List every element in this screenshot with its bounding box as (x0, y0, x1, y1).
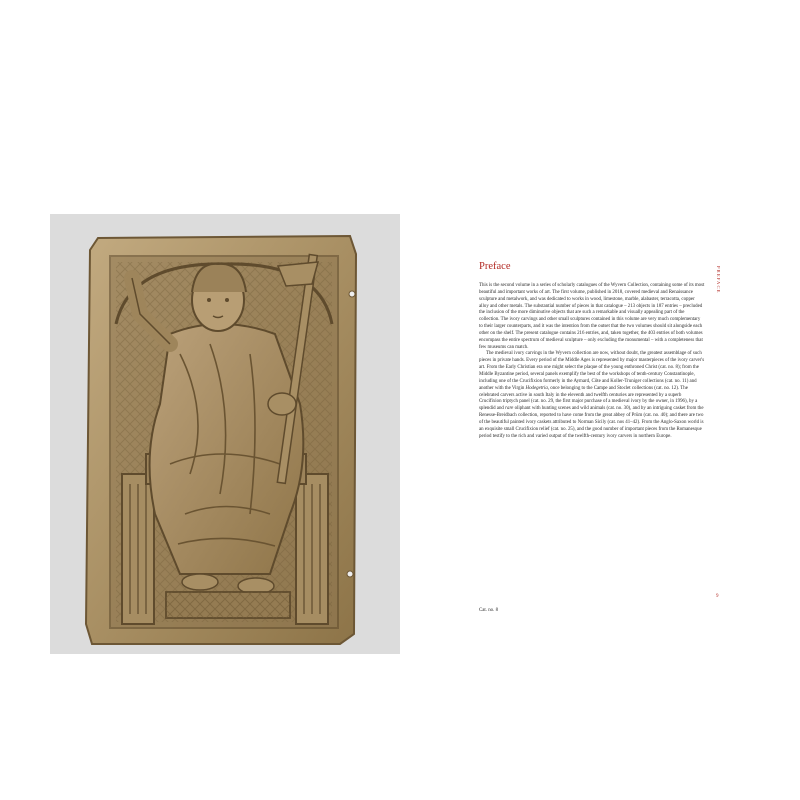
paragraph-2-part-c: oliphant with hunting scenes and wild animals (cat. no. 30), and by an intriguing casket from the Renesse-Breidbach collection, reported to have come from the great abbey of Prüm (cat. no. 40); and there are two of the beautiful painted ivory caskets attributed to Norman Sicily (cat. nos 41–42). From the Anglo-Saxon world is an exquisite small Crucifixion relief (cat. no. 25), and the good number of important pieces from the Romanesque period testify to the rich and varied output of the twelfth-century ivory carvers in northern Europe. (479, 406, 704, 439)
body-text (479, 283, 705, 440)
page-title: Preface (479, 261, 511, 272)
paragraph-2-part-b: , once belonging to the Campe and Stoclet collections (cat. no. 12). The celebrated carvers active in south Italy in the eleventh and twelfth centuries are represented by a superb Crucifixion triptych panel (cat. no. 29, the first major purchase of a medieval ivory by the owner, in 1996), by a splendid and (479, 385, 698, 412)
enthroned-christ-plaque-image (50, 214, 400, 654)
paragraph-2 (479, 351, 705, 440)
paragraph-1: This is the second volume in a series of scholarly catalogues of the Wyvern Collection, containing some of its most beautiful and important works of art. The first volume, published in 2018, covered medieval and Renaissance sculpture and metalwork, and was dedicated to works in wood, limestone, marble, alabaster, terracotta, copper alloy and other metals. The substantial number of pieces in that catalogue – 213 objects in 187 entries – precluded the inclusion of the more diminutive objects that are such a remarkable and visually appealing part of the collection. The ivory carvings and other small sculptures contained in this volume are very much complementary to their larger counterparts, and it was the intention from the outset that the two volumes should sit alongside each other on the shelf. The present catalogue contains 216 entries, and, taken together, the 403 entries of both volumes encompass the entire spectrum of medieval sculpture – only excluding the monumental – with a completeness that few museums can match. (479, 283, 705, 350)
italic-term-rare: rare (505, 406, 514, 412)
italic-term-hodegetria: Hodegetria (525, 385, 548, 391)
paragraph-2-part-a: The medieval ivory carvings in the Wyvern collection are now, without doubt, the greatest assemblage of such pieces in private hands. Every period of the Middle Ages is represented by major masterpieces of the ivory carver's art. From the Early Christian era one might select the plaque of the young enthroned Christ (cat. no. 8); from the Middle Byzantine period, several panels exemplify the best of the workshops of tenth-century Constantinople, including one of the Crucifixion formerly in the Aymard, Côte and Koller-Truniger collections (cat. no. 11) and another with the Virgin (479, 351, 705, 391)
figure-caption: Cat. no. 8 (479, 608, 499, 613)
running-head: PREFACE (716, 266, 721, 294)
page-number: 9 (716, 594, 719, 599)
ivory-plaque-photo (50, 214, 400, 654)
